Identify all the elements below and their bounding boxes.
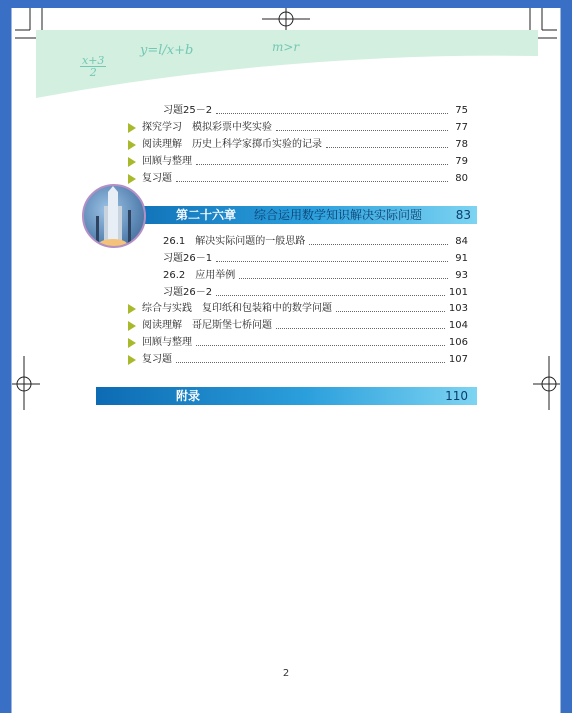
toc-entry[interactable] [163,284,468,301]
toc-entry[interactable] [128,317,468,334]
leader-dots [239,277,448,279]
toc-entry-label: 阅读理解 历史上科学家掷币实验的记录 [142,139,322,150]
toc-entry-page: 93 [455,270,468,281]
toc-entry-page: 104 [448,320,468,331]
banner-formula-inequality: m>r [272,40,300,54]
toc-entry[interactable] [163,250,468,267]
toc-entry-label: 阅读理解 哥尼斯堡七桥问题 [142,320,272,331]
triangle-bullet-icon [128,321,136,331]
toc-entry-page: 75 [455,105,468,116]
toc-entry[interactable] [128,351,468,368]
chapter-number: 第二十六章 [176,208,237,222]
toc-entry-page: 79 [455,156,468,167]
chapter-title: 综合运用数学知识解决实际问题 [254,208,423,222]
leader-dots [176,180,448,182]
toc-entry-label: 综合与实践 复印纸和包装箱中的数学问题 [142,303,332,314]
toc-entry-page: 80 [455,173,468,184]
toc-entry-page: 78 [455,139,468,150]
leader-dots [309,243,448,245]
toc-entry-label: 习题26－1 [163,253,213,264]
page-number: 2 [282,668,290,679]
chapter-page: 83 [455,208,471,222]
toc-entry[interactable] [163,102,468,119]
leader-dots [216,294,445,296]
triangle-bullet-icon [128,123,136,133]
leader-dots [276,129,448,131]
triangle-bullet-icon [128,338,136,348]
leader-dots [216,260,448,262]
toc-entry[interactable] [128,334,468,351]
leader-dots [176,361,445,363]
toc-entry[interactable] [163,233,468,250]
banner-formula-fraction: x+3 2 [82,54,105,79]
toc-entry-page: 101 [448,287,468,298]
toc-entry-page: 77 [455,122,468,133]
toc-entry-page: 84 [455,236,468,247]
leader-dots [196,344,445,346]
toc-entry-label: 26.1 解决实际问题的一般思路 [163,236,306,247]
toc-entry-label: 回顾与整理 [142,337,192,348]
leader-dots [326,146,448,148]
leader-dots [196,163,448,165]
toc-entry[interactable] [128,153,468,170]
toc-entry[interactable] [128,170,468,187]
toc-entry-page: 103 [448,303,468,314]
triangle-bullet-icon [128,355,136,365]
leader-dots [276,327,445,329]
toc-entry[interactable] [163,267,468,284]
appendix-title: 附录 [176,389,201,403]
toc-entry-label: 复习题 [142,354,172,365]
toc-entry-label: 习题25－2 [163,105,213,116]
toc-entry-page: 106 [448,337,468,348]
toc-entry[interactable] [128,136,468,153]
appendix-bar[interactable] [96,387,477,405]
leader-dots [336,310,445,312]
toc-entry-label: 复习题 [142,173,172,184]
toc-entry-label: 26.2 应用举例 [163,270,236,281]
leader-dots [216,112,448,114]
toc-entry-page: 91 [455,253,468,264]
toc-entry[interactable] [128,300,468,317]
rocket-photo [82,184,146,248]
toc-entry-label: 习题26－2 [163,287,213,298]
triangle-bullet-icon [128,174,136,184]
triangle-bullet-icon [128,304,136,314]
triangle-bullet-icon [128,157,136,167]
toc-entry[interactable] [128,119,468,136]
banner-formula-equation: y=l/x+b [140,43,194,58]
toc-entry-page: 107 [448,354,468,365]
toc-entry-label: 回顾与整理 [142,156,192,167]
appendix-page: 110 [445,389,468,403]
toc-entry-label: 探究学习 模拟彩票中奖实验 [142,122,272,133]
triangle-bullet-icon [128,140,136,150]
